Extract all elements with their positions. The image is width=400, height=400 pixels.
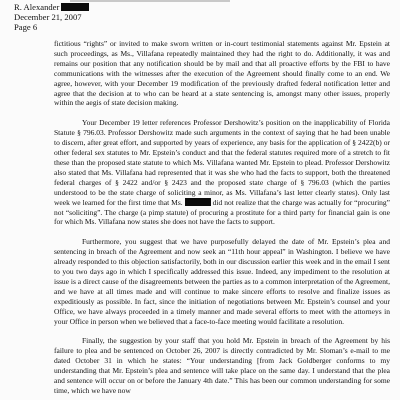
redaction-box [61,3,89,11]
paragraph-3: Furthermore, you suggest that we have purposefully delayed the date of Mr. Epstein’s plea and sentencing in breach of the Agreement and now seek an “11th hour appeal” in Washington. I believe we have already responded to this objection satisfactorily, both in our discussion earlier this week and in the email I sent to you two days ago in which I specifically addressed this issue. Indeed, any impediment to the resolution at issue is a direct cause of the disagreements between the parties as to a common interpretation of the Agreement, and we have at all times made and will continue to make sincere efforts to resolve and finalize issues as expeditiously as possible. In fact, since the initiation of negotiations between Mr. Epstein’s counsel and your Office, we have always proceeded in a timely manner and made several efforts to meet with the attorneys in your Office in person when we believed that a face-to-face meeting would facilitate a resolution. [54,237,390,326]
paragraph-1: fictitious “rights” or invited to make sworn written or in-court testimonial statements against Mr. Epstein at such proceedings, as Ms., Villafana repeatedly maintained they had the right to do. Additionally, it was and remains our position that any notification should be by mail and that all proactive efforts by the FBI to have communications with the witnesses after the execution of the Agreement should finally come to an end. We agree, however, with your December 19 modification of the previously drafted federal notification letter and agree that the decision at to who can be heard at a state sentencing is, amongst many other issues, properly within the aegis of state decision making. [54,39,390,108]
letter-header [14,2,89,32]
letter-body [54,39,390,400]
scan-artifact [70,0,230,2]
recipient-name: R. Alexander [14,2,60,12]
paragraph-2 [54,118,390,227]
redaction-box [185,198,211,206]
page-number: Page 6 [14,22,38,32]
paragraph-4: Finally, the suggestion by your staff that you hold Mr. Epstein in breach of the Agreement by his failure to plea and be sentenced on October 26, 2007 is directly contradicted by Mr. Sloman’s e-mail to me dated October 31 in which he states: “Your understanding [from Jack Goldberger conforms to my understanding that Mr. Epstein’s plea and sentence will take place on the same day. I understand that the plea and sentence will occur on or before the January 4th date.” This has been our common understanding for some time, which we have now [54,336,390,395]
paragraph-2-part-b: did not realize that the charge was actually for “procuring” not “soliciting”. The charge (a pimp statute) of procuring a prostitute for a third party for financial gain is one for which Ms. Villafana now states she does not have the facts to support. [54,197,391,227]
recipient-line [14,2,89,12]
letter-date: December 21, 2007 [14,12,82,22]
paragraph-2-part-a: Your December 19 letter references Professor Dershowitz’s position on the inapplicability of Florida Statute § 796.03. Professor Dershowitz made such arguments in the context of saying that he had been unable to discern, after great effort, and supported by years of experience, any basis for the application of § 2422(b) or other federal sex statutes to Mr. Epstein’s conduct and that the federal statutes required more of a stretch to fit these than the proposed state statute to which Ms. Villafana wanted Mr. Epstein to plead. Professor Dershowitz also stated that Ms. Villafana had represented that it was she who had the facts to support, both the threatened federal charges of § 2422 and/or § 2423 and the proposed state charge of § 796.03 (which the parties understood to be the state charge of soliciting a minor, as Ms. Villafana’s last letter clearly states). Only last week we learned for the first time that Ms. [54,118,390,207]
